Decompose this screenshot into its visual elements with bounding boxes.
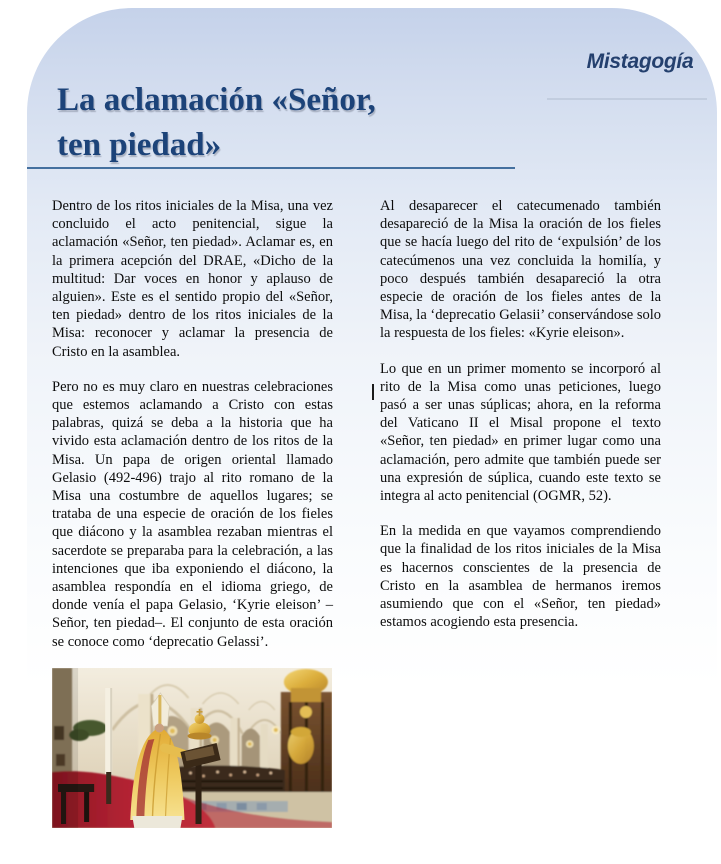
page-title [57, 78, 527, 168]
paragraph-right-3: En la medida en que vayamos comprendiendo que la finalidad de los ritos iniciales de la Misa es hacernos conscientes de la presencia de Cristo en la asamblea de hermanos iremos asumiendo que con el «Señor, ten piedad» estamos acogiendo esta presencia. [380, 523, 661, 631]
paragraph-left-1: Dentro de los ritos iniciales de la Misa, una vez concluido el acto penitencial, sigue la aclamación «Señor, ten piedad». Aclamar es, en la primera acepción del DRAE, «Dicho de la multitud: Dar voces en honor y aplauso de alguien». Este es el sentido propio del «Señor, ten piedad» dentro de los ritos iniciales de la Misa: reconocer y aclamar la presencia de Cristo en la asamblea. [52, 198, 333, 360]
text-cursor [372, 384, 374, 400]
title-line-2: ten piedad» [57, 127, 222, 163]
section-divider [547, 98, 707, 100]
article-card [27, 8, 717, 856]
paragraph-right-1: Al desaparecer el catecumenado también desapareció de la Misa la oración de los fieles que se hacía luego del rito de ‘expulsión’ de los catecúmenos una vez concluida la homilía, y poco después también desapareció la otra especie de oración de los fieles antes de la Misa, la ‘deprecatio Gelasii’ conservándose solo la respuesta de los fieles: «Kyrie eleison». [380, 198, 661, 342]
paragraph-left-2: Pero no es muy claro en nuestras celebraciones que estemos aclamando a Cristo con estas palabras, quizá se deba a la historia que ha vivido esta aclamación dentro de los ritos de la Misa. Un papa de origen oriental llamado Gelasio (492-496) trajo al rito romano de la Misa una costumbre de aquellos lugares; se trataba de una especie de oración de los fieles que diácono y la asamblea rezaban mientras el sacerdote se preparaba para la celebración, a las intenciones que iba exponiendo el diácono, la asamblea respondía en el idioma griego, de donde venía el papa Gelasio, ‘Kyrie eleison’ –Señor, ten piedad–. El conjunto de esta oración se conoce como ‘deprecatio Gelassi’. [52, 378, 333, 650]
section-label: Mistagogía [586, 50, 694, 73]
left-column [52, 197, 333, 828]
right-column [380, 197, 661, 648]
paragraph-right-2: Lo que en un primer momento se incorporó al rito de la Misa como unas peticiones, luego pasó a ser unas súplicas; ahora, en la reforma del Vaticano II el Misal propone el texto «Señor, ten piedad» en primer lugar como una aclamación, pero admite que también puede ser una expresión de súplica, cuando este texto se integra al acto penitencial (OGMR, 52). [380, 360, 661, 505]
title-underline [27, 167, 515, 169]
title-line-1: La aclamación «Señor, [57, 82, 376, 118]
cathedral-mass-photo [52, 668, 332, 828]
